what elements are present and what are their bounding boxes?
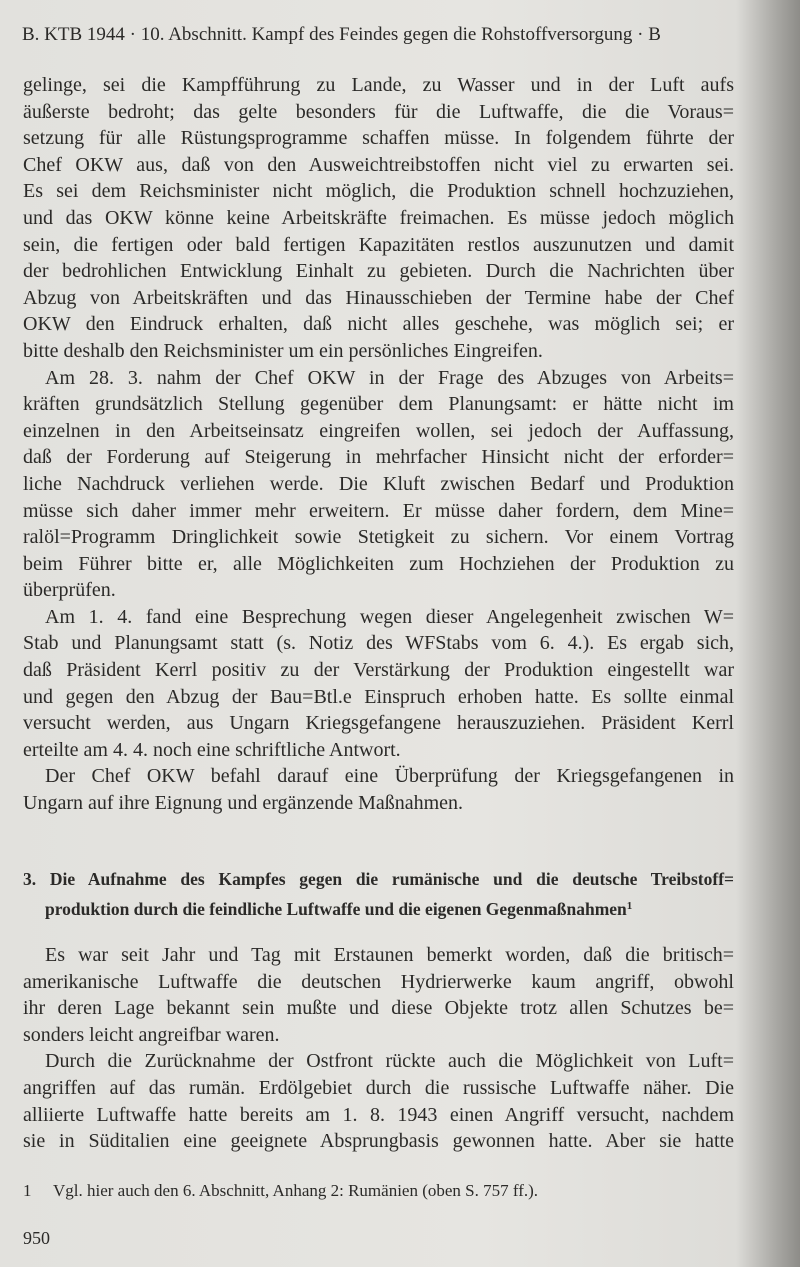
text-line: Durch die Zurücknahme der Ostfront rückte auch die Möglichkeit von Luft= xyxy=(45,1050,734,1073)
text-line: Der Chef OKW befahl darauf eine Überprüfung der Kriegsgefangenen in xyxy=(45,765,734,788)
text-line: daß Präsident Kerrl positiv zu der Verstärkung der Produktion eingestellt war xyxy=(23,659,734,682)
section-heading-line-2-text: produktion durch die feindliche Luftwaffe und die eigenen Gegenmaßnahmen xyxy=(45,899,627,919)
section-heading xyxy=(23,866,734,920)
text-line: setzung für alle Rüstungsprogramme schaffen müsse. In folgendem führte der xyxy=(23,127,734,150)
page-number: 950 xyxy=(23,1228,50,1248)
running-header: B. KTB 1944 · 10. Abschnitt. Kampf des Feindes gegen die Rohstoffversorgung · B xyxy=(22,24,661,45)
text-line: daß der Forderung auf Steigerung in mehrfacher Hinsicht nicht der erforder= xyxy=(23,446,734,469)
text-line: äußerste bedroht; das gelte besonders für die Luftwaffe, die die Voraus= xyxy=(23,100,734,123)
body-text-section-2 xyxy=(23,942,734,1155)
text-line: Stab und Planungsamt statt (s. Notiz des WFStabs vom 6. 4.). Es ergab sich, xyxy=(23,632,734,655)
footnote-text: Vgl. hier auch den 6. Abschnitt, Anhang 2: Rumänien (oben S. 757 ff.). xyxy=(53,1181,539,1200)
text-line: einzelnen in den Arbeitseinsatz eingreifen wollen, sei jedoch der Auffassung, xyxy=(23,419,734,442)
text-line: amerikanische Luftwaffe die deutschen Hydrierwerke kaum angriff, obwohl xyxy=(23,970,734,993)
text-line: beim Führer bitte er, alle Möglichkeiten zum Hochziehen der Produktion zu xyxy=(23,552,734,575)
section-heading-line-2 xyxy=(23,893,734,920)
text-line: angriffen auf das rumän. Erdölgebiet durch die russische Luftwaffe näher. Die xyxy=(23,1076,734,1099)
text-line: und das OKW könne keine Arbeitskräfte freimachen. Es müsse jedoch möglich xyxy=(23,206,734,229)
text-line: Abzug von Arbeitskräften und das Hinausschieben der Termine habe der Chef xyxy=(23,286,734,309)
text-line: bitte deshalb den Reichsminister um ein persönliches Eingreifen. xyxy=(23,339,543,362)
text-line: sein, die fertigen oder bald fertigen Kapazitäten restlos auszunutzen und damit xyxy=(23,233,734,256)
footnote-number: 1 xyxy=(23,1181,32,1200)
text-line: alliierte Luftwaffe hatte bereits am 1. 8. 1943 einen Angriff versucht, nachdem xyxy=(23,1103,734,1126)
body-text-section-1 xyxy=(23,72,734,817)
text-line: ihr deren Lage bekannt sein mußte und diese Objekte trotz allen Schutzes be= xyxy=(23,997,734,1020)
text-line: versucht werden, aus Ungarn Kriegsgefangene herauszuziehen. Präsident Kerrl xyxy=(23,712,734,735)
text-line: Am 1. 4. fand eine Besprechung wegen dieser Angelegenheit zwischen W= xyxy=(45,605,734,628)
text-line: Ungarn auf ihre Eignung und ergänzende Maßnahmen. xyxy=(23,792,464,815)
section-heading-line-1: 3. Die Aufnahme des Kampfes gegen die rumänische und die deutsche Treibstoff= xyxy=(23,869,734,889)
text-line: Es sei dem Reichsminister nicht möglich, die Produktion schnell hochzuziehen, xyxy=(23,180,734,203)
text-line: erteilte am 4. 4. noch eine schriftliche Antwort. xyxy=(23,738,401,761)
text-line: überprüfen. xyxy=(23,579,116,602)
text-line: der bedrohlichen Entwicklung Einhalt zu gebieten. Durch die Nachrichten über xyxy=(23,260,734,283)
text-line: kräften grundsätzlich Stellung gegenüber dem Planungsamt: er hätte nicht im xyxy=(23,393,734,416)
footnote-reference: 1 xyxy=(626,900,633,912)
text-line: gelinge, sei die Kampfführung zu Lande, zu Wasser und in der Luft aufs xyxy=(23,74,734,96)
text-line: sonders leicht angreifbar waren. xyxy=(23,1023,280,1046)
footnote xyxy=(23,1181,538,1201)
text-line: liche Nachdruck verliehen werde. Die Kluft zwischen Bedarf und Produktion xyxy=(23,472,734,495)
text-line: und gegen den Abzug der Bau=Btl.e Einspruch erhoben hatte. Es sollte einmal xyxy=(23,685,734,708)
text-line: OKW den Eindruck erhalten, daß nicht alles geschehe, was möglich sei; er xyxy=(23,313,734,336)
text-line: ralöl=Programm Dringlichkeit sowie Stetigkeit zu sichern. Vor einem Vortrag xyxy=(23,526,734,549)
text-line: sie in Süditalien eine geeignete Absprungbasis gewonnen hatte. Aber sie hatte xyxy=(23,1130,734,1153)
text-line: Es war seit Jahr und Tag mit Erstaunen bemerkt worden, daß die britisch= xyxy=(45,944,734,966)
text-line: Am 28. 3. nahm der Chef OKW in der Frage des Abzuges von Arbeits= xyxy=(45,366,734,389)
text-line: müsse sich daher immer mehr erweitern. Er müsse daher fordern, dem Mine= xyxy=(23,499,734,522)
text-line: Chef OKW aus, daß von den Ausweichtreibstoffen nicht viel zu erwarten sei. xyxy=(23,153,734,176)
